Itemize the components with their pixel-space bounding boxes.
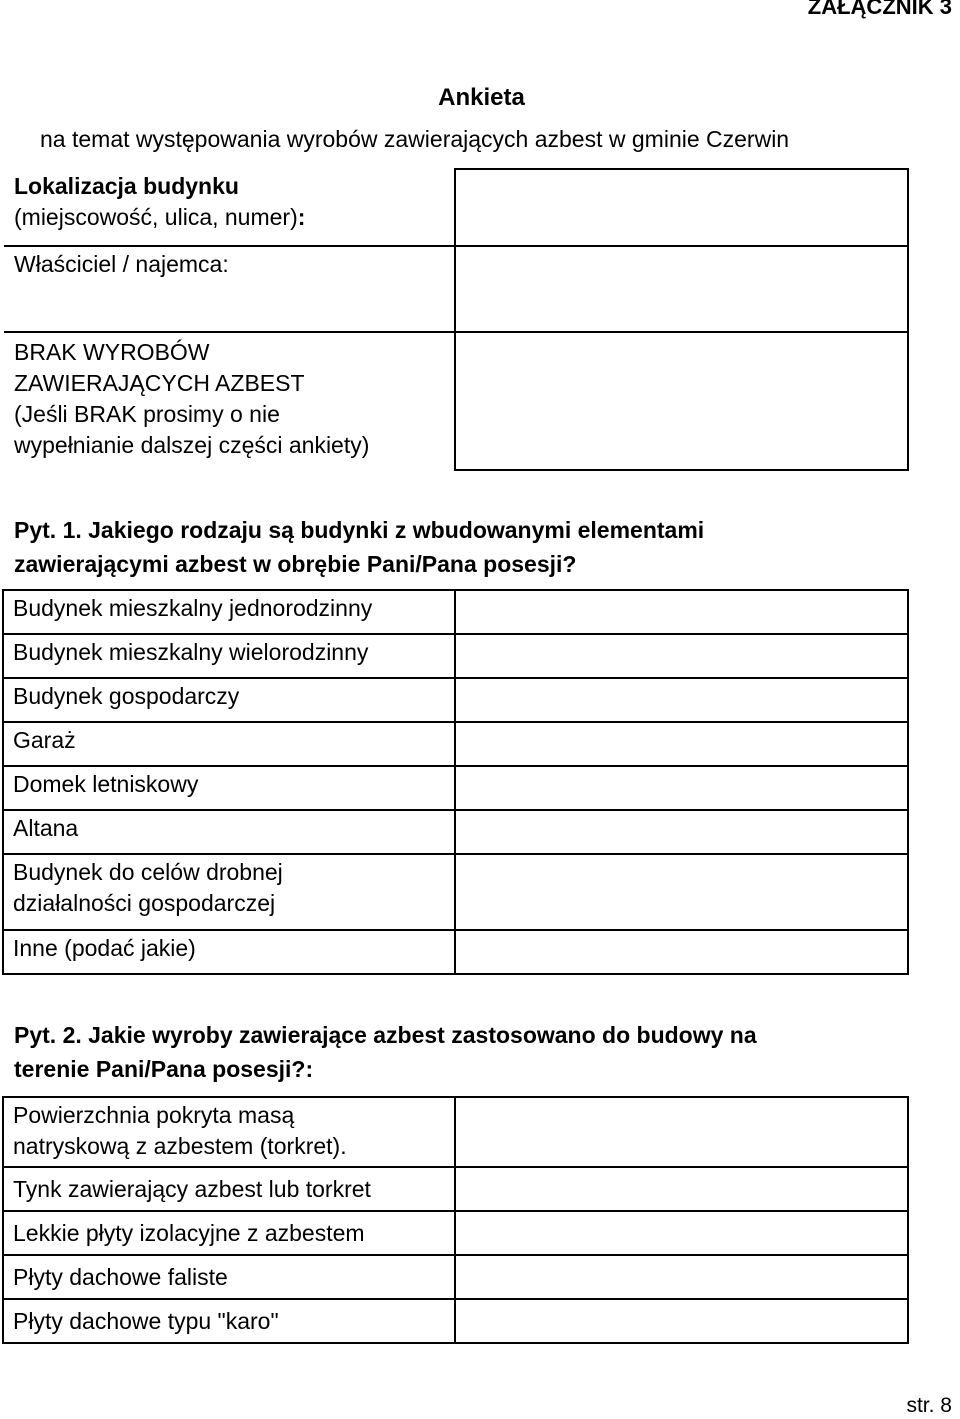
q1-option-answer-field[interactable]	[455, 930, 908, 974]
location-label: Lokalizacja budynku	[14, 173, 239, 199]
q1-option-label: Altana	[3, 810, 455, 854]
attachment-label: ZAŁĄCZNIK 3	[807, 0, 952, 19]
q1-option-label: Budynek gospodarczy	[3, 678, 455, 722]
q1-option-answer-field[interactable]	[455, 722, 908, 766]
q1-option-answer-field[interactable]	[455, 590, 908, 634]
survey-subtitle: na temat występowania wyrobów zawierających azbest w gminie Czerwin	[40, 126, 790, 152]
owner-answer-field[interactable]	[455, 246, 908, 332]
q2-option-label: Tynk zawierający azbest lub torkret	[3, 1167, 455, 1211]
owner-label: Właściciel / najemca:	[14, 251, 229, 277]
question-2-table	[2, 1096, 909, 1344]
q1-option-label: Budynek mieszkalny jednorodzinny	[3, 590, 455, 634]
no-asbestos-label-cell	[4, 332, 455, 470]
no-asbestos-answer-field[interactable]	[455, 332, 908, 470]
owner-label-cell	[4, 246, 455, 332]
q1-option-answer-field[interactable]	[455, 810, 908, 854]
q1-option-answer-field[interactable]	[455, 678, 908, 722]
question-1-table	[2, 589, 909, 975]
no-asbestos-line-4: wypełnianie dalszej części ankiety)	[14, 432, 370, 458]
q1-option-label: Garaż	[3, 722, 455, 766]
q2-option-label: Powierzchnia pokryta masą natryskową z azbestem (torkret).	[3, 1097, 455, 1167]
location-label-cell	[4, 169, 455, 246]
no-asbestos-line-1: BRAK WYROBÓW	[14, 339, 210, 365]
q2-option-label: Lekkie płyty izolacyjne z azbestem	[3, 1211, 455, 1255]
q2-option-answer-field[interactable]	[455, 1167, 908, 1211]
q1-option-label: Domek letniskowy	[3, 766, 455, 810]
q1-option-answer-field[interactable]	[455, 766, 908, 810]
location-table	[4, 168, 909, 471]
q2-option-answer-field[interactable]	[455, 1299, 908, 1343]
q2-option-label: Płyty dachowe faliste	[3, 1255, 455, 1299]
q1-option-answer-field[interactable]	[455, 634, 908, 678]
q1-option-label: Inne (podać jakie)	[3, 930, 455, 974]
q1-option-label: Budynek mieszkalny wielorodzinny	[3, 634, 455, 678]
location-detail-label: (miejscowość, ulica, numer):	[14, 204, 306, 230]
survey-title: Ankieta	[438, 84, 525, 111]
q2-option-label: Płyty dachowe typu "karo"	[3, 1299, 455, 1343]
location-answer-field[interactable]	[455, 169, 908, 246]
question-1-title: Pyt. 1. Jakiego rodzaju są budynki z wbudowanymi elementami zawierającymi azbest w obrębie Pani/Pana posesji?	[14, 517, 705, 577]
q1-option-answer-field[interactable]	[455, 854, 908, 930]
q2-option-answer-field[interactable]	[455, 1211, 908, 1255]
no-asbestos-line-2: ZAWIERAJĄCYCH AZBEST	[14, 370, 305, 396]
q2-option-answer-field[interactable]	[455, 1255, 908, 1299]
no-asbestos-line-3: (Jeśli BRAK prosimy o nie	[14, 401, 280, 427]
page-number: str. 8	[906, 1394, 952, 1417]
q2-option-answer-field[interactable]	[455, 1097, 908, 1167]
question-2-title: Pyt. 2. Jakie wyroby zawierające azbest zastosowano do budowy na terenie Pani/Pana posesji?:	[14, 1022, 757, 1082]
q1-option-label: Budynek do celów drobnej działalności gospodarczej	[3, 854, 455, 930]
